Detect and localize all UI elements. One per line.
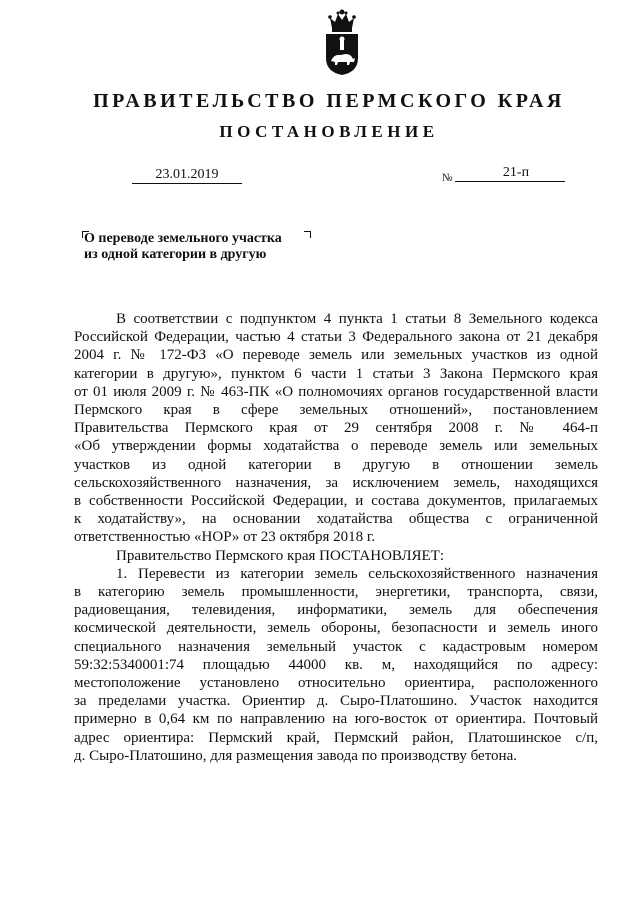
preamble-line: Пермского края в сфере земельных отношений», постановлением <box>74 402 598 419</box>
preamble-line: В соответствии с подпунктом 4 пункта 1 статьи 8 Земельного кодекса <box>116 311 598 327</box>
item-1-line: примерно в 0,64 км по направлению на юго-восток от ориентира. Почтовый <box>74 711 598 728</box>
item-1-line: 59:32:5340001:74 площадью 44000 кв. м, находящийся по адресу: <box>74 656 598 673</box>
item-1-line: за пределами участка. Ориентир д. Сыро-Платошино. Участок находится <box>74 693 598 710</box>
item-1-line: радиовещания, телевидения, информатики, земель для обеспечения <box>74 602 598 619</box>
preamble-line: от 01 июля 2009 г. № 463-ПК «О полномочиях органов государственной власти <box>74 383 598 400</box>
document-type: ПОСТАНОВЛЕНИЕ <box>219 122 439 141</box>
document-body <box>74 310 598 765</box>
preamble-line: участков из одной категории в другую в отношении земель <box>74 456 598 473</box>
subject-line: из одной категории в другую <box>84 247 267 262</box>
item-1-line: в категорию земель промышленности, энергетики, транспорта, связи, <box>74 584 598 601</box>
item-1-line: специального назначения земельный участок с кадастровым номером <box>74 638 598 655</box>
perm-krai-coat-of-arms <box>322 8 362 76</box>
preamble-line: в собственности Российской Федерации, и состава документов, прилагаемых <box>74 493 598 510</box>
item-1-line: д. Сыро-Платошино, для размещения завода по производству бетона. <box>74 747 517 764</box>
preamble-line: сельскохозяйственного назначения, за исключением земель, находящихся <box>74 474 598 491</box>
preamble-line: Правительства Пермского края от 29 сентября 2008 г. № 464-п <box>74 420 598 437</box>
item-1-line: 1. Перевести из категории земель сельскохозяйственного назначения <box>116 565 598 582</box>
preamble-line: ответственностью «НОР» от 23 октября 2018 г. <box>74 529 376 546</box>
number-underline <box>455 181 565 182</box>
resolution-statement: Правительство Пермского края ПОСТАНОВЛЯЕТ: <box>116 547 445 564</box>
document-subject <box>84 231 324 263</box>
item-1-line: местоположение установлено относительно ориентира, расположенного <box>74 675 598 692</box>
document-number: 21-п <box>502 165 530 180</box>
document-date: 23.01.2019 <box>155 167 219 182</box>
subject-line: О переводе земельного участка <box>84 231 282 246</box>
preamble-line: 2004 г. № 172-ФЗ «О переводе земель или земельных участков из одной <box>74 347 598 364</box>
preamble-line: «Об утверждении формы ходатайства о переводе земель или земельных <box>74 438 598 455</box>
preamble-line: Российской Федерации, частью 4 статьи 3 Федерального закона от 21 декабря <box>74 329 598 346</box>
item-1-line: космической деятельности, земель обороны, безопасности и земель иного <box>74 620 598 637</box>
preamble-line: категории в другую», пунктом 6 части 1 статьи 3 Закона Пермского края <box>74 365 598 382</box>
date-underline <box>132 183 242 184</box>
organization-title: ПРАВИТЕЛЬСТВО ПЕРМСКОГО КРАЯ <box>93 90 565 112</box>
preamble-line: к ходатайству», на основании ходатайства общества с ограниченной <box>74 511 598 528</box>
item-1-line: адрес ориентира: Пермский край, Пермский район, Платошинское с/п, <box>74 729 598 746</box>
number-sign: № <box>442 172 453 184</box>
